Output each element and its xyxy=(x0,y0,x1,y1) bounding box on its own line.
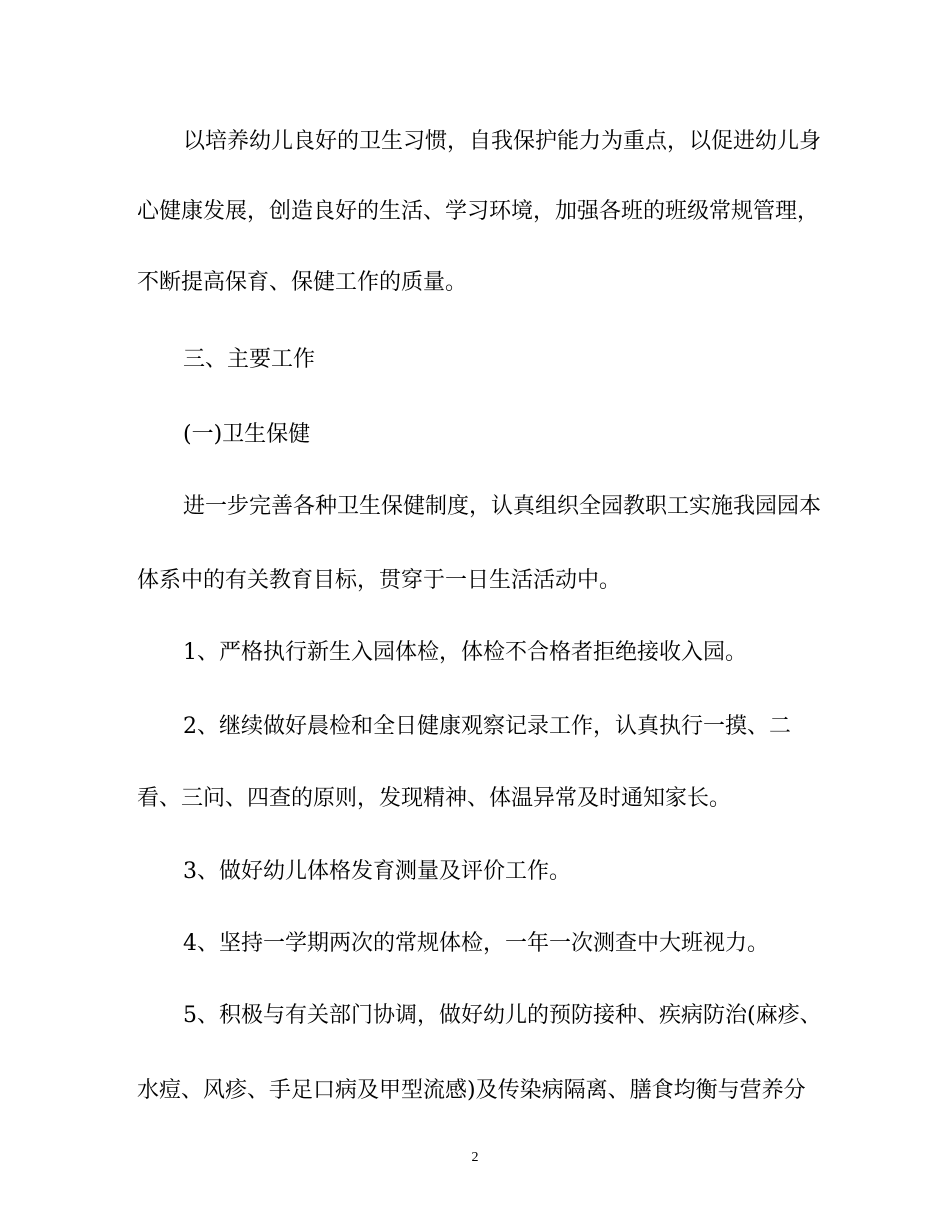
list-item: 2、继续做好晨检和全日健康观察记录工作，认真执行一摸、二 xyxy=(183,714,791,739)
list-item-continuation: 水痘、风疹、手足口病及甲型流感)及传染病隔离、膳食均衡与营养分 xyxy=(137,1078,806,1103)
list-item: 5、积极与有关部门协调，做好幼儿的预防接种、疾病防治(麻疹、 xyxy=(183,1003,822,1028)
list-item: 4、坚持一学期两次的常规体检，一年一次测查中大班视力。 xyxy=(183,931,769,956)
paragraph-line: 进一步完善各种卫生保健制度，认真组织全园教职工实施我园园本 xyxy=(183,494,822,519)
paragraph-line: 以培养幼儿良好的卫生习惯，自我保护能力为重点，以促进幼儿身 xyxy=(183,129,822,154)
list-item: 1、严格执行新生入园体检，体检不合格者拒绝接收入园。 xyxy=(183,640,747,665)
page-number: 2 xyxy=(471,1150,479,1165)
list-item-continuation: 看、三问、四查的原则，发现精神、体温异常及时通知家长。 xyxy=(137,786,732,811)
paragraph-line: 不断提高保育、保健工作的质量。 xyxy=(137,270,468,295)
section-heading: 三、主要工作 xyxy=(183,347,316,372)
paragraph-line: 体系中的有关教育目标，贯穿于一日生活活动中。 xyxy=(137,568,622,593)
list-item: 3、做好幼儿体格发育测量及评价工作。 xyxy=(183,859,571,884)
subsection-heading: (一)卫生保健 xyxy=(183,422,311,447)
paragraph-line: 心健康发展，创造良好的生活、学习环境，加强各班的班级常规管理， xyxy=(137,199,820,224)
